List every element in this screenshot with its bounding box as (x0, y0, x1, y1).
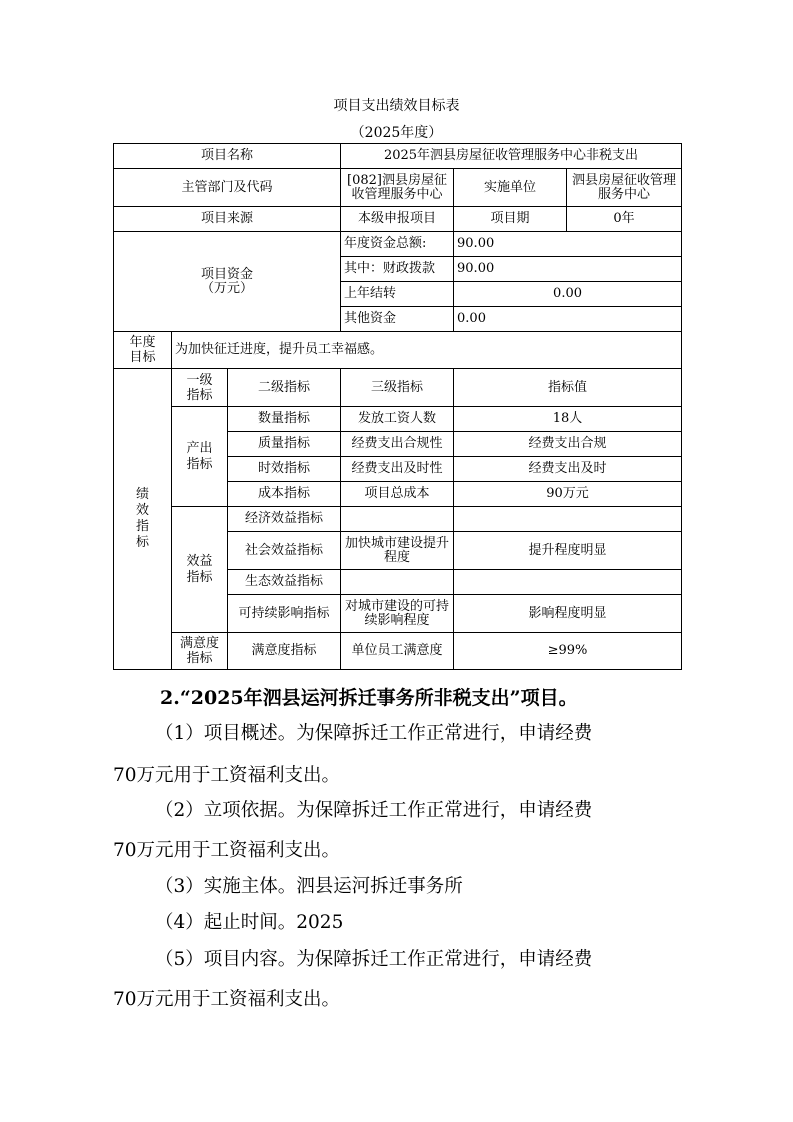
table-row (114, 232, 682, 257)
value-cell: 经费支出合规 (454, 432, 682, 457)
l3-cell: 发放工资人数 (341, 407, 454, 432)
performance-table (113, 143, 682, 670)
header-l3: 三级指标 (341, 369, 454, 407)
output-label: 产出指标 (186, 440, 213, 472)
value-cell: 90万元 (454, 482, 682, 507)
value-cell: 影响程度明显 (454, 595, 682, 633)
funds-fiscal-value: 90.00 (454, 257, 682, 282)
l3-cell: 对城市建设的可持续影响程度 (341, 595, 454, 633)
l3-cell: 加快城市建设提升程度 (341, 532, 454, 570)
perf-label-cell (114, 369, 172, 670)
value-cell: 提升程度明显 (454, 532, 682, 570)
header-l2: 二级指标 (228, 369, 341, 407)
goal-value: 为加快征迁进度，提升员工幸福感。 (172, 332, 682, 369)
l2-cell: 经济效益指标 (228, 507, 341, 532)
funds-other-label: 其他资金 (341, 307, 454, 332)
paragraph-3: （3）实施主体。泗县运河拆迁事务所 (155, 876, 463, 897)
paragraph-5a: （5）项目内容。为保障拆迁工作正常进行，申请经费 (155, 949, 593, 970)
satisfaction-label-cell (172, 633, 228, 670)
source-value: 本级申报项目 (341, 207, 454, 232)
table-row (114, 507, 682, 532)
funds-other-value: 0.00 (454, 307, 682, 332)
l2-cell: 时效指标 (228, 457, 341, 482)
goal-label: 年度目标 (129, 335, 156, 365)
impl-label: 实施单位 (454, 169, 567, 207)
funds-unit: （万元） (201, 280, 254, 296)
satisfaction-label: 满意度指标 (179, 636, 219, 666)
period-label: 项目期 (454, 207, 567, 232)
funds-carryover-value: 0.00 (454, 282, 682, 307)
value-cell: 18人 (454, 407, 682, 432)
table-year: （2025年度） (350, 125, 443, 141)
funds-carryover-label: 上年结转 (341, 282, 454, 307)
table-row (114, 144, 682, 169)
section-heading: 2.“2025年泗县运河拆迁事务所非税支出”项目。 (160, 687, 578, 709)
l3-cell: 单位员工满意度 (341, 633, 454, 670)
header-l1: 一级指标 (186, 372, 213, 403)
table-row (114, 207, 682, 232)
l2-cell: 可持续影响指标 (228, 595, 341, 633)
l3-cell (341, 570, 454, 595)
project-name-label: 项目名称 (114, 144, 341, 169)
value-cell (454, 507, 682, 532)
l2-cell: 生态效益指标 (228, 570, 341, 595)
table-row (114, 369, 682, 407)
value-cell: ≥99% (454, 633, 682, 670)
value-cell: 经费支出及时 (454, 457, 682, 482)
l2-cell: 社会效益指标 (228, 532, 341, 570)
l2-cell: 满意度指标 (228, 633, 341, 670)
header-cell (172, 369, 228, 407)
source-label: 项目来源 (114, 207, 341, 232)
dept-value: [082]泗县房屋征收管理服务中心 (341, 169, 454, 207)
l2-cell: 数量指标 (228, 407, 341, 432)
table-row (114, 169, 682, 207)
funds-total-label: 年度资金总额: (341, 232, 454, 257)
table-row (114, 633, 682, 670)
l3-cell: 经费支出合规性 (341, 432, 454, 457)
goal-label-cell (114, 332, 172, 369)
funds-fiscal-label: 其中：财政拨款 (341, 257, 454, 282)
l2-cell: 质量指标 (228, 432, 341, 457)
project-name-value: 2025年泗县房屋征收管理服务中心非税支出 (341, 144, 682, 169)
table-row (114, 407, 682, 432)
output-label-cell (172, 407, 228, 507)
funds-label-cell (114, 232, 341, 332)
paragraph-5b: 70万元用于工资福利支出。 (113, 989, 341, 1010)
paragraph-2b: 70万元用于工资福利支出。 (113, 840, 341, 861)
impl-value: 泗县房屋征收管理服务中心 (567, 169, 682, 207)
l3-cell: 经费支出及时性 (341, 457, 454, 482)
l3-cell: 项目总成本 (341, 482, 454, 507)
period-value: 0年 (567, 207, 682, 232)
l3-cell (341, 507, 454, 532)
value-cell (454, 570, 682, 595)
paragraph-1b: 70万元用于工资福利支出。 (113, 765, 341, 786)
l2-cell: 成本指标 (228, 482, 341, 507)
paragraph-1a: （1）项目概述。为保障拆迁工作正常进行，申请经费 (155, 723, 593, 744)
paragraph-2a: （2）立项依据。为保障拆迁工作正常进行，申请经费 (155, 800, 593, 821)
funds-total-value: 90.00 (454, 232, 682, 257)
funds-label: 项目资金 (201, 266, 254, 282)
header-value: 指标值 (454, 369, 682, 407)
table-title: 项目支出绩效目标表 (333, 98, 460, 114)
table-row (114, 332, 682, 369)
perf-label: 绩效指标 (135, 487, 149, 550)
paragraph-4: （4）起止时间。2025 (155, 912, 344, 933)
benefit-label: 效益指标 (186, 553, 213, 585)
benefit-label-cell (172, 507, 228, 633)
dept-label: 主管部门及代码 (114, 169, 341, 207)
